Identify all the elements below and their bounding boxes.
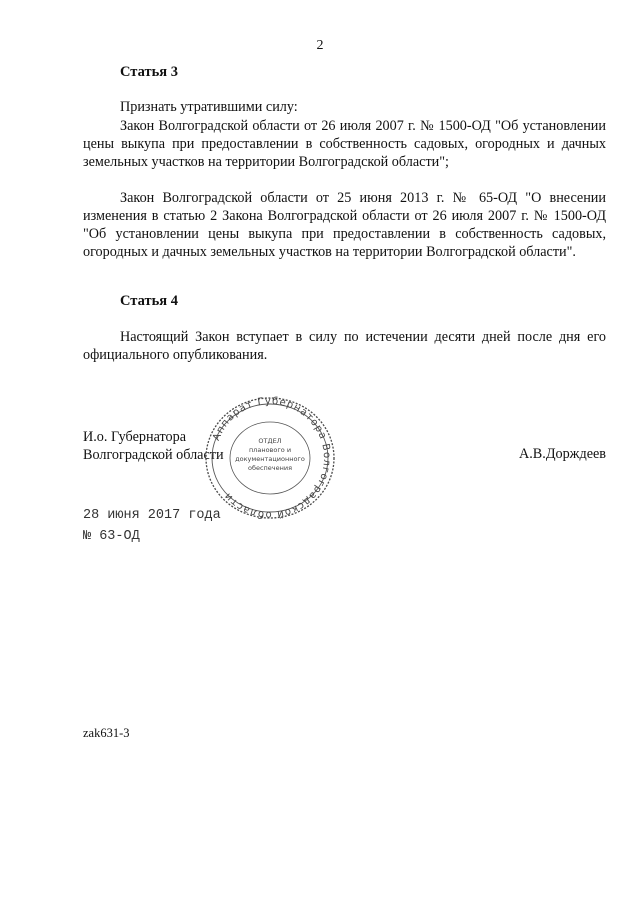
signature-title-line-1: И.о. Губернатора	[83, 429, 186, 445]
article-3-heading: Статья 3	[120, 64, 178, 80]
article-3-item-1: Закон Волгоградской области от 26 июля 2007 г. № 1500-ОД "Об установлении цены выкупа при предоставлении в собственность садовых, огородных и дачных земельных участков на территории Волгоградской области";	[83, 118, 606, 170]
law-number: № 63-ОД	[83, 529, 140, 544]
stamp-inner-line-3: документационного	[235, 455, 305, 463]
stamp-outer-text: Аппарат Губернатора Волгоградской области	[211, 395, 333, 521]
stamp-inner-line-4: обеспечения	[247, 464, 293, 472]
article-4-heading: Статья 4	[120, 293, 178, 309]
article-3-intro: Признать утратившими силу:	[120, 99, 298, 115]
official-stamp-seal	[200, 393, 340, 523]
date-line: 28 июня 2017 года	[83, 508, 221, 523]
signature-name: А.В.Дорждеев	[519, 446, 606, 462]
signature-title-line-2: Волгоградской области	[83, 447, 224, 463]
page-number: 2	[316, 38, 324, 53]
footer-code: zak631-3	[83, 726, 130, 740]
article-3-item-2: Закон Волгоградской области от 25 июня 2013 г. № 65-ОД "О внесении изменения в статью 2 Закона Волгоградской области от 26 июля 2007 г. № 1500-ОД "Об установлении цены выкупа при предоставлении в собственность садовых, огородных и дачных земельных участков на территории Волгоградской области".	[83, 190, 606, 260]
article-4-text: Настоящий Закон вступает в силу по истечении десяти дней после дня его официального опубликования.	[83, 329, 606, 363]
stamp-inner-line-1: ОТДЕЛ	[258, 437, 282, 445]
stamp-inner-line-2: планового и	[248, 446, 292, 454]
